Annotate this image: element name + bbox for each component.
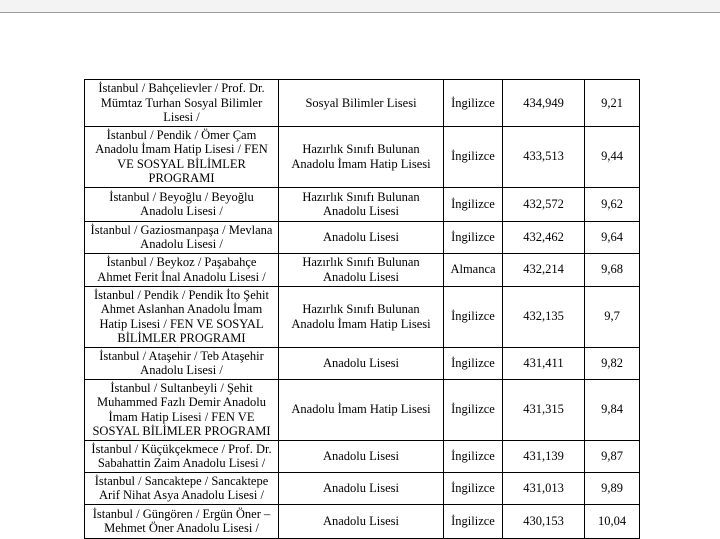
score-cell: 431,139	[503, 440, 585, 472]
percentile-cell: 9,21	[585, 80, 640, 127]
percentile-cell: 9,84	[585, 379, 640, 440]
score-cell: 430,153	[503, 504, 585, 538]
language-cell: İngilizce	[444, 80, 503, 127]
score-cell: 432,135	[503, 286, 585, 347]
language-cell: İngilizce	[444, 286, 503, 347]
language-cell: İngilizce	[444, 221, 503, 253]
table-row	[85, 379, 640, 440]
percentile-cell: 9,44	[585, 126, 640, 187]
school-name-cell: İstanbul / Pendik / Pendik İto Şehit Ahmet Aslanhan Anadolu İmam Hatip Lisesi / FEN VE SOSYAL BİLİMLER PROGRAMI	[85, 286, 279, 347]
score-cell: 431,411	[503, 347, 585, 379]
score-cell: 434,949	[503, 80, 585, 127]
language-cell: İngilizce	[444, 379, 503, 440]
percentile-cell: 9,62	[585, 187, 640, 221]
school-name-cell: İstanbul / Gaziosmanpaşa / Mevlana Anadolu Lisesi /	[85, 221, 279, 253]
school-name-cell: İstanbul / Ataşehir / Teb Ataşehir Anadolu Lisesi /	[85, 347, 279, 379]
school-name-cell: İstanbul / Beykoz / Paşabahçe Ahmet Ferit İnal Anadolu Lisesi /	[85, 253, 279, 286]
table-row	[85, 347, 640, 379]
language-cell: Almanca	[444, 253, 503, 286]
school-name-cell: İstanbul / Küçükçekmece / Prof. Dr. Sabahattin Zaim Anadolu Lisesi /	[85, 440, 279, 472]
score-cell: 431,315	[503, 379, 585, 440]
table-row	[85, 286, 640, 347]
table-row	[85, 80, 640, 127]
language-cell: İngilizce	[444, 472, 503, 504]
school-type-cell: Anadolu Lisesi	[279, 221, 444, 253]
school-type-cell: Anadolu Lisesi	[279, 347, 444, 379]
table-row	[85, 253, 640, 286]
score-cell: 431,013	[503, 472, 585, 504]
school-name-cell: İstanbul / Sultanbeyli / Şehit Muhammed Fazlı Demir Anadolu İmam Hatip Lisesi / FEN VE SOSYAL BİLİMLER PROGRAMI	[85, 379, 279, 440]
table-row	[85, 126, 640, 187]
school-type-cell: Anadolu Lisesi	[279, 504, 444, 538]
school-type-cell: Hazırlık Sınıfı Bulunan Anadolu Lisesi	[279, 187, 444, 221]
viewer-top-bar	[0, 0, 720, 13]
school-name-cell: İstanbul / Bahçelievler / Prof. Dr. Mümtaz Turhan Sosyal Bilimler Lisesi /	[85, 80, 279, 127]
school-type-cell: Sosyal Bilimler Lisesi	[279, 80, 444, 127]
score-cell: 433,513	[503, 126, 585, 187]
table-row	[85, 221, 640, 253]
table-row	[85, 504, 640, 538]
school-type-cell: Anadolu Lisesi	[279, 472, 444, 504]
language-cell: İngilizce	[444, 187, 503, 221]
percentile-cell: 9,68	[585, 253, 640, 286]
school-results-table	[84, 79, 640, 539]
school-name-cell: İstanbul / Sancaktepe / Sancaktepe Arif Nihat Asya Anadolu Lisesi /	[85, 472, 279, 504]
language-cell: İngilizce	[444, 440, 503, 472]
school-type-cell: Hazırlık Sınıfı Bulunan Anadolu İmam Hatip Lisesi	[279, 126, 444, 187]
table-row	[85, 440, 640, 472]
language-cell: İngilizce	[444, 347, 503, 379]
score-cell: 432,572	[503, 187, 585, 221]
table-row	[85, 472, 640, 504]
percentile-cell: 9,89	[585, 472, 640, 504]
score-cell: 432,214	[503, 253, 585, 286]
percentile-cell: 9,64	[585, 221, 640, 253]
school-type-cell: Anadolu İmam Hatip Lisesi	[279, 379, 444, 440]
school-type-cell: Hazırlık Sınıfı Bulunan Anadolu İmam Hatip Lisesi	[279, 286, 444, 347]
percentile-cell: 9,7	[585, 286, 640, 347]
percentile-cell: 9,82	[585, 347, 640, 379]
school-name-cell: İstanbul / Güngören / Ergün Öner – Mehmet Öner Anadolu Lisesi /	[85, 504, 279, 538]
school-type-cell: Hazırlık Sınıfı Bulunan Anadolu Lisesi	[279, 253, 444, 286]
school-name-cell: İstanbul / Beyoğlu / Beyoğlu Anadolu Lisesi /	[85, 187, 279, 221]
percentile-cell: 10,04	[585, 504, 640, 538]
score-cell: 432,462	[503, 221, 585, 253]
percentile-cell: 9,87	[585, 440, 640, 472]
document-page	[0, 13, 720, 535]
language-cell: İngilizce	[444, 504, 503, 538]
table-row	[85, 187, 640, 221]
school-name-cell: İstanbul / Pendik / Ömer Çam Anadolu İmam Hatip Lisesi / FEN VE SOSYAL BİLİMLER PROGRAMI	[85, 126, 279, 187]
school-type-cell: Anadolu Lisesi	[279, 440, 444, 472]
language-cell: İngilizce	[444, 126, 503, 187]
